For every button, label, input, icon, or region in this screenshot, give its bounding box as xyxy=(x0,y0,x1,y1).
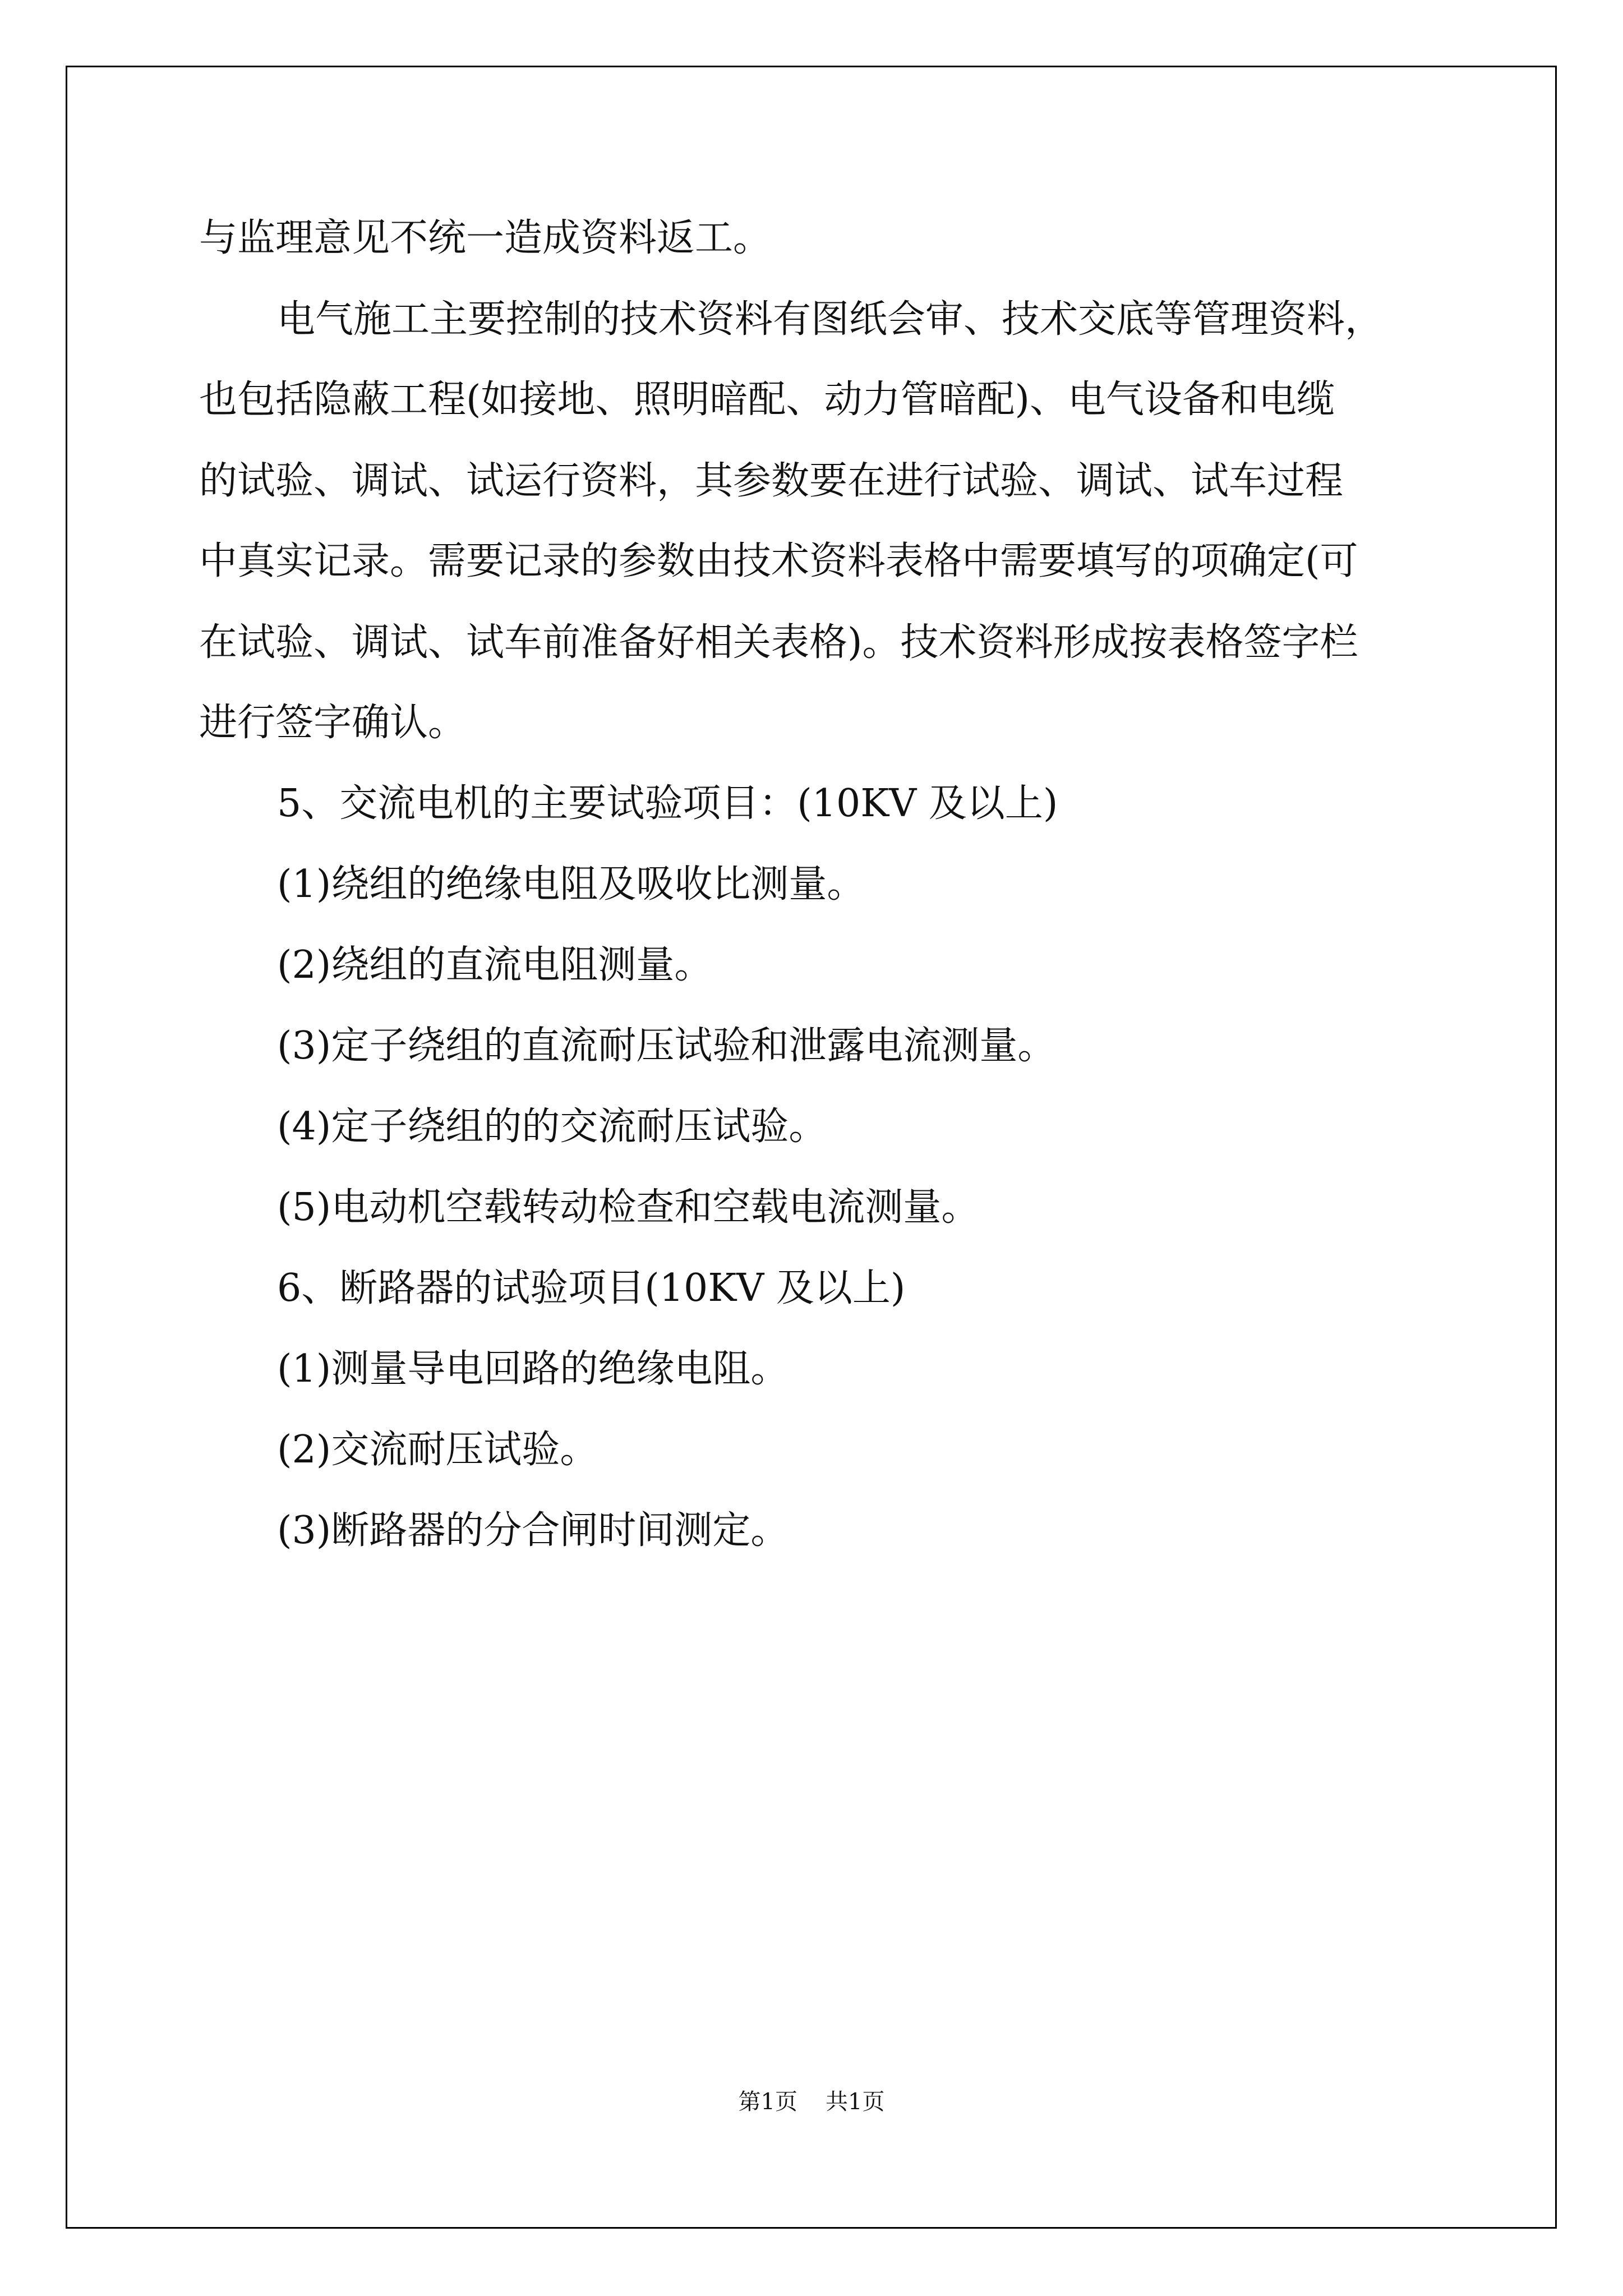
text-line: 中真实记录。需要记录的参数由技术资料表格中需要填写的项确定(可 xyxy=(199,539,1358,583)
page-number-total: 共1页 xyxy=(826,2089,885,2115)
list-item: (1)绕组的绝缘电阻及吸收比测量。 xyxy=(277,862,865,907)
text-line: 在试验、调试、试车前准备好相关表格)。技术资料形成按表格签字栏 xyxy=(199,620,1358,665)
list-item: (3)定子绕组的直流耐压试验和泄露电流测量。 xyxy=(277,1024,1056,1068)
list-item: (2)交流耐压试验。 xyxy=(277,1428,598,1472)
list-item: (4)定子绕组的的交流耐压试验。 xyxy=(277,1105,827,1149)
text-line: 与监理意见不统一造成资料返工。 xyxy=(199,216,772,260)
list-item: (3)断路器的分合闸时间测定。 xyxy=(277,1508,789,1553)
list-item: (5)电动机空载转动检查和空载电流测量。 xyxy=(277,1185,980,1230)
text-line: 也包括隐蔽工程(如接地、照明暗配、动力管暗配)、电气设备和电缆 xyxy=(199,378,1335,422)
section-heading: 5、交流电机的主要试验项目：(10KV 及以上) xyxy=(277,781,1058,826)
section-heading: 6、断路器的试验项目(10KV 及以上) xyxy=(277,1266,906,1310)
list-item: (2)绕组的直流电阻测量。 xyxy=(277,943,713,987)
text-line: 的试验、调试、试运行资料，其参数要在进行试验、调试、试车过程 xyxy=(199,459,1344,503)
text-line: 进行签字确认。 xyxy=(199,701,467,745)
text-line: 电气施工主要控制的技术资料有图纸会审、技术交底等管理资料， xyxy=(277,297,1384,342)
page-number-current: 第1页 xyxy=(738,2089,797,2115)
list-item: (1)测量导电回路的绝缘电阻。 xyxy=(277,1347,789,1391)
page-footer xyxy=(0,2088,1623,2116)
